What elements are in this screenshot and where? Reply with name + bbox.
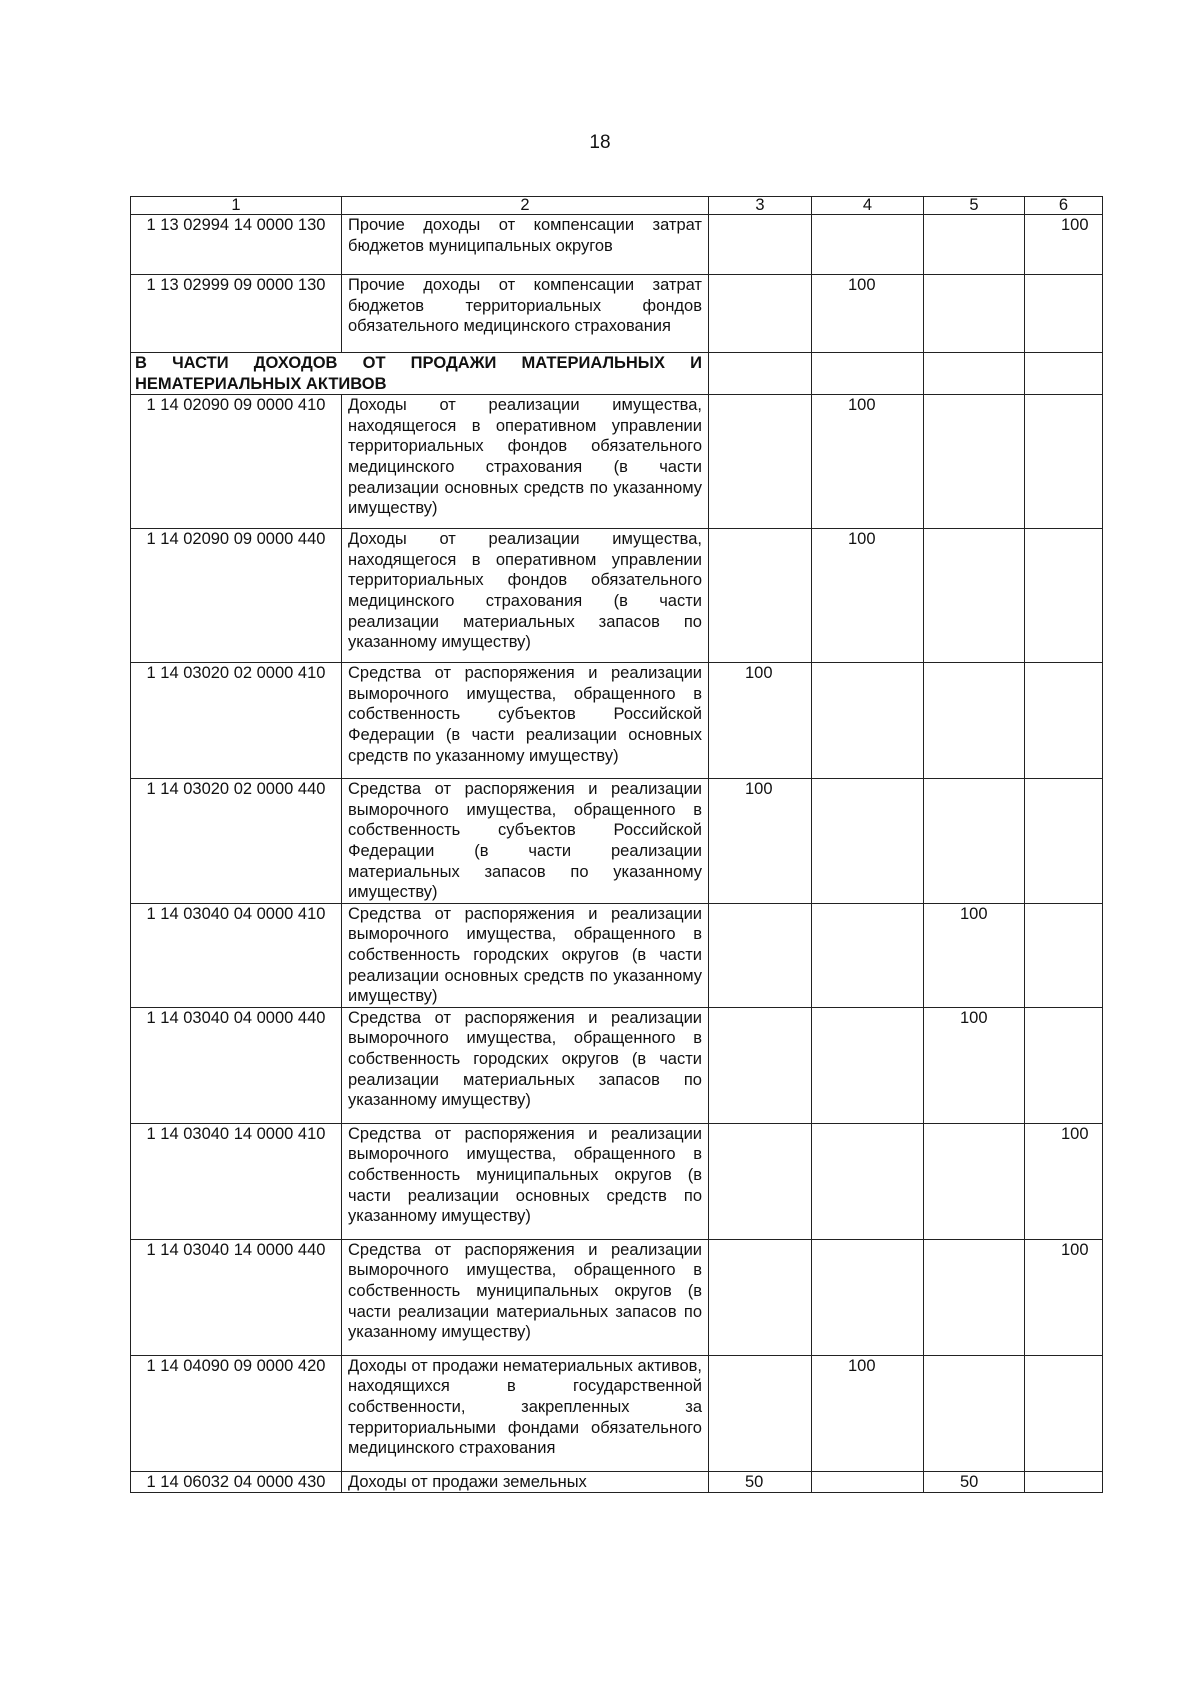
- value-cell-col5: [924, 395, 1025, 529]
- code-cell: 1 14 02090 09 0000 440: [131, 529, 342, 663]
- code-cell: 1 14 02090 09 0000 410: [131, 395, 342, 529]
- page-number: 18: [589, 132, 611, 153]
- value-cell-col3: [709, 1355, 812, 1471]
- value-cell-col5: [924, 663, 1025, 779]
- value-cell-col3: [709, 275, 812, 353]
- value-cell-col4: 100: [812, 395, 924, 529]
- value-cell-col4: [812, 215, 924, 275]
- code-cell: 1 14 03020 02 0000 440: [131, 779, 342, 904]
- value-cell-col3: 100: [709, 663, 812, 779]
- value-cell-col3: [709, 529, 812, 663]
- table-row: [131, 215, 1103, 275]
- header-cell: 3: [709, 197, 812, 215]
- section-title: В ЧАСТИ ДОХОДОВ ОТ ПРОДАЖИ МАТЕРИАЛЬНЫХ И НЕМАТЕРИАЛЬНЫХ АКТИВОВ: [131, 353, 709, 395]
- value-cell-col3: [709, 215, 812, 275]
- header-cell: 5: [924, 197, 1025, 215]
- code-cell: 1 13 02994 14 0000 130: [131, 215, 342, 275]
- table-row: [131, 275, 1103, 353]
- value-cell-col6: [1025, 275, 1103, 353]
- value-cell-col3: [709, 395, 812, 529]
- value-cell-col4: [812, 779, 924, 904]
- description-cell: Средства от распоряжения и реализации выморочного имущества, обращенного в собственность муниципальных округов (в части реализации материальных запасов по указанному имуществу): [342, 1239, 709, 1355]
- value-cell-col6: [1025, 903, 1103, 1007]
- value-cell-col6: [1025, 1007, 1103, 1123]
- table-row: [131, 1123, 1103, 1239]
- section-row: [131, 353, 1103, 395]
- empty-cell: [1025, 353, 1103, 395]
- revenue-table: [130, 196, 1103, 1493]
- table-row: [131, 663, 1103, 779]
- value-cell-col4: [812, 1123, 924, 1239]
- description-cell: Доходы от реализации имущества, находящегося в оперативном управлении территориальных фондов обязательного медицинского страхования (в части реализации материальных запасов по указанному имуществу): [342, 529, 709, 663]
- description-cell: Средства от распоряжения и реализации выморочного имущества, обращенного в собственность муниципальных округов (в части реализации основных средств по указанному имуществу): [342, 1123, 709, 1239]
- value-cell-col4: [812, 1007, 924, 1123]
- value-cell-col5: [924, 1123, 1025, 1239]
- value-cell-col6: [1025, 1355, 1103, 1471]
- value-cell-col4: [812, 663, 924, 779]
- description-cell: Средства от распоряжения и реализации выморочного имущества, обращенного в собственность городских округов (в части реализации основных средств по указанному имуществу): [342, 903, 709, 1007]
- table-row: [131, 1007, 1103, 1123]
- code-cell: 1 14 03040 04 0000 410: [131, 903, 342, 1007]
- value-cell-col3: [709, 903, 812, 1007]
- table-row: [131, 529, 1103, 663]
- description-cell: Доходы от продажи нематериальных активов, находящихся в государственной собственности, закрепленных за территориальными фондами обязательного медицинского страхования: [342, 1355, 709, 1471]
- description-cell: Средства от распоряжения и реализации выморочного имущества, обращенного в собственность городских округов (в части реализации материальных запасов по указанному имуществу): [342, 1007, 709, 1123]
- description-cell: Средства от распоряжения и реализации выморочного имущества, обращенного в собственность субъектов Российской Федерации (в части реализации материальных запасов по указанному имуществу): [342, 779, 709, 904]
- value-cell-col6: [1025, 529, 1103, 663]
- code-cell: 1 14 04090 09 0000 420: [131, 1355, 342, 1471]
- header-cell: 2: [342, 197, 709, 215]
- code-cell: 1 14 03040 04 0000 440: [131, 1007, 342, 1123]
- table-row: [131, 1239, 1103, 1355]
- description-cell: Прочие доходы от компенсации затрат бюджетов муниципальных округов: [342, 215, 709, 275]
- description-cell: Доходы от реализации имущества, находящегося в оперативном управлении территориальных фондов обязательного медицинского страхования (в части реализации основных средств по указанному имуществу): [342, 395, 709, 529]
- empty-cell: [812, 353, 924, 395]
- value-cell-col6: [1025, 779, 1103, 904]
- header-cell: 4: [812, 197, 924, 215]
- value-cell-col5: [924, 779, 1025, 904]
- code-cell: 1 13 02999 09 0000 130: [131, 275, 342, 353]
- table-row: [131, 395, 1103, 529]
- value-cell-col3: [709, 1123, 812, 1239]
- value-cell-col4: 100: [812, 275, 924, 353]
- value-cell-col6: 100: [1025, 1123, 1103, 1239]
- table-row: [131, 779, 1103, 904]
- value-cell-col4: 100: [812, 1355, 924, 1471]
- description-cell: Прочие доходы от компенсации затрат бюджетов территориальных фондов обязательного медицинского страхования: [342, 275, 709, 353]
- table-header-row: [131, 197, 1103, 215]
- value-cell-col3: 50: [709, 1471, 812, 1493]
- value-cell-col6: [1025, 663, 1103, 779]
- code-cell: 1 14 03020 02 0000 410: [131, 663, 342, 779]
- value-cell-col6: [1025, 1471, 1103, 1493]
- value-cell-col5: [924, 1239, 1025, 1355]
- value-cell-col6: 100: [1025, 1239, 1103, 1355]
- description-cell: Доходы от продажи земельных: [342, 1471, 709, 1493]
- table-row: [131, 1471, 1103, 1493]
- value-cell-col4: [812, 1239, 924, 1355]
- value-cell-col5: [924, 275, 1025, 353]
- header-cell: 6: [1025, 197, 1103, 215]
- header-cell: 1: [131, 197, 342, 215]
- empty-cell: [924, 353, 1025, 395]
- value-cell-col5: [924, 1355, 1025, 1471]
- value-cell-col5: 100: [924, 903, 1025, 1007]
- value-cell-col5: [924, 529, 1025, 663]
- value-cell-col3: 100: [709, 779, 812, 904]
- value-cell-col6: [1025, 395, 1103, 529]
- value-cell-col4: 100: [812, 529, 924, 663]
- value-cell-col5: [924, 215, 1025, 275]
- value-cell-col3: [709, 1239, 812, 1355]
- code-cell: 1 14 06032 04 0000 430: [131, 1471, 342, 1493]
- value-cell-col4: [812, 903, 924, 1007]
- description-cell: Средства от распоряжения и реализации выморочного имущества, обращенного в собственность субъектов Российской Федерации (в части реализации основных средств по указанному имуществу): [342, 663, 709, 779]
- empty-cell: [709, 353, 812, 395]
- table-row: [131, 903, 1103, 1007]
- value-cell-col4: [812, 1471, 924, 1493]
- table-row: [131, 1355, 1103, 1471]
- value-cell-col5: 100: [924, 1007, 1025, 1123]
- value-cell-col3: [709, 1007, 812, 1123]
- code-cell: 1 14 03040 14 0000 440: [131, 1239, 342, 1355]
- value-cell-col5: 50: [924, 1471, 1025, 1493]
- code-cell: 1 14 03040 14 0000 410: [131, 1123, 342, 1239]
- value-cell-col6: 100: [1025, 215, 1103, 275]
